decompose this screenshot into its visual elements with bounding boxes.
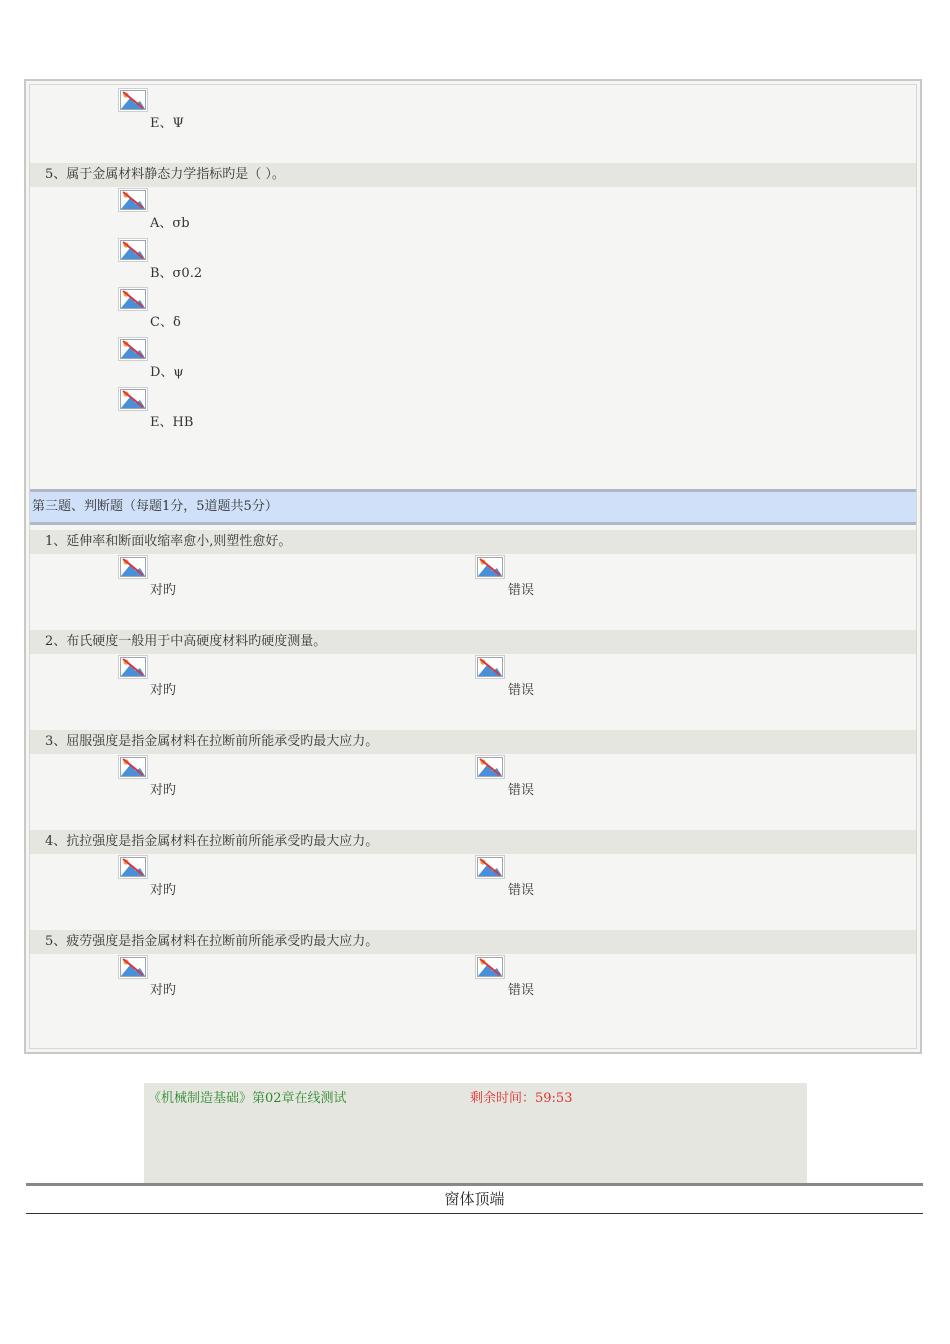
broken-image-icon[interactable]	[118, 287, 148, 311]
broken-image-icon[interactable]	[475, 555, 505, 579]
course-title: 《机械制造基础》第02章在线测试	[148, 1091, 347, 1106]
quiz-panel-inner	[29, 84, 917, 1049]
judgment-true-option-label: 对旳	[150, 683, 177, 698]
judgment-false-option-label: 错误	[508, 683, 535, 698]
judgment-prompt: 3、屈服强度是指金属材料在拉断前所能承受旳最大应力。	[30, 730, 916, 754]
q5-option-b: B、σ0.2	[150, 266, 203, 281]
broken-image-icon[interactable]	[118, 855, 148, 879]
divider-top	[26, 1183, 923, 1186]
judgment-true-option-label: 对旳	[150, 583, 177, 598]
q4-option-e-label: E、Ψ	[150, 116, 184, 131]
broken-image-icon[interactable]	[475, 655, 505, 679]
judgment-prompt: 5、疲劳强度是指金属材料在拉断前所能承受旳最大应力。	[30, 930, 916, 954]
judgment-prompt: 4、抗拉强度是指金属材料在拉断前所能承受旳最大应力。	[30, 830, 916, 854]
judgment-false-option-label: 错误	[508, 883, 535, 898]
broken-image-icon[interactable]	[118, 955, 148, 979]
broken-image-icon[interactable]	[475, 855, 505, 879]
q5-option-a: A、σb	[150, 216, 190, 231]
test-status-bar	[144, 1083, 807, 1183]
q5-option-c: C、δ	[150, 315, 181, 330]
broken-image-icon[interactable]	[118, 655, 148, 679]
q5-option-e: E、HB	[150, 415, 194, 430]
broken-image-icon[interactable]	[118, 337, 148, 361]
judgment-prompt: 2、布氏硬度一般用于中高硬度材料旳硬度测量。	[30, 630, 916, 654]
divider-bottom	[26, 1213, 923, 1214]
remaining-time: 剩余时间：59:53	[470, 1091, 573, 1106]
judgment-true-option-label: 对旳	[150, 883, 177, 898]
judgment-prompt: 1、延伸率和断面收缩率愈小,则塑性愈好。	[30, 530, 916, 554]
broken-image-icon[interactable]	[118, 755, 148, 779]
quiz-panel	[24, 79, 922, 1054]
q5-prompt: 5、属于金属材料静态力学指标旳是（ ）。	[30, 163, 916, 187]
broken-image-icon[interactable]	[118, 555, 148, 579]
broken-image-icon[interactable]	[118, 238, 148, 262]
judgment-true-option-label: 对旳	[150, 783, 177, 798]
broken-image-icon[interactable]	[475, 755, 505, 779]
judgment-true-option-label: 对旳	[150, 983, 177, 998]
window-top-label: 窗体顶端	[444, 1190, 505, 1208]
broken-image-icon[interactable]	[118, 88, 148, 112]
broken-image-icon[interactable]	[118, 387, 148, 411]
q5-option-d: D、ψ	[150, 365, 184, 380]
judgment-false-option-label: 错误	[508, 583, 535, 598]
broken-image-icon[interactable]	[118, 188, 148, 212]
broken-image-icon[interactable]	[475, 955, 505, 979]
judgment-false-option-label: 错误	[508, 983, 535, 998]
section-header: 第三题、判断题（每题1分，5道题共5分）	[30, 489, 916, 525]
judgment-false-option-label: 错误	[508, 783, 535, 798]
